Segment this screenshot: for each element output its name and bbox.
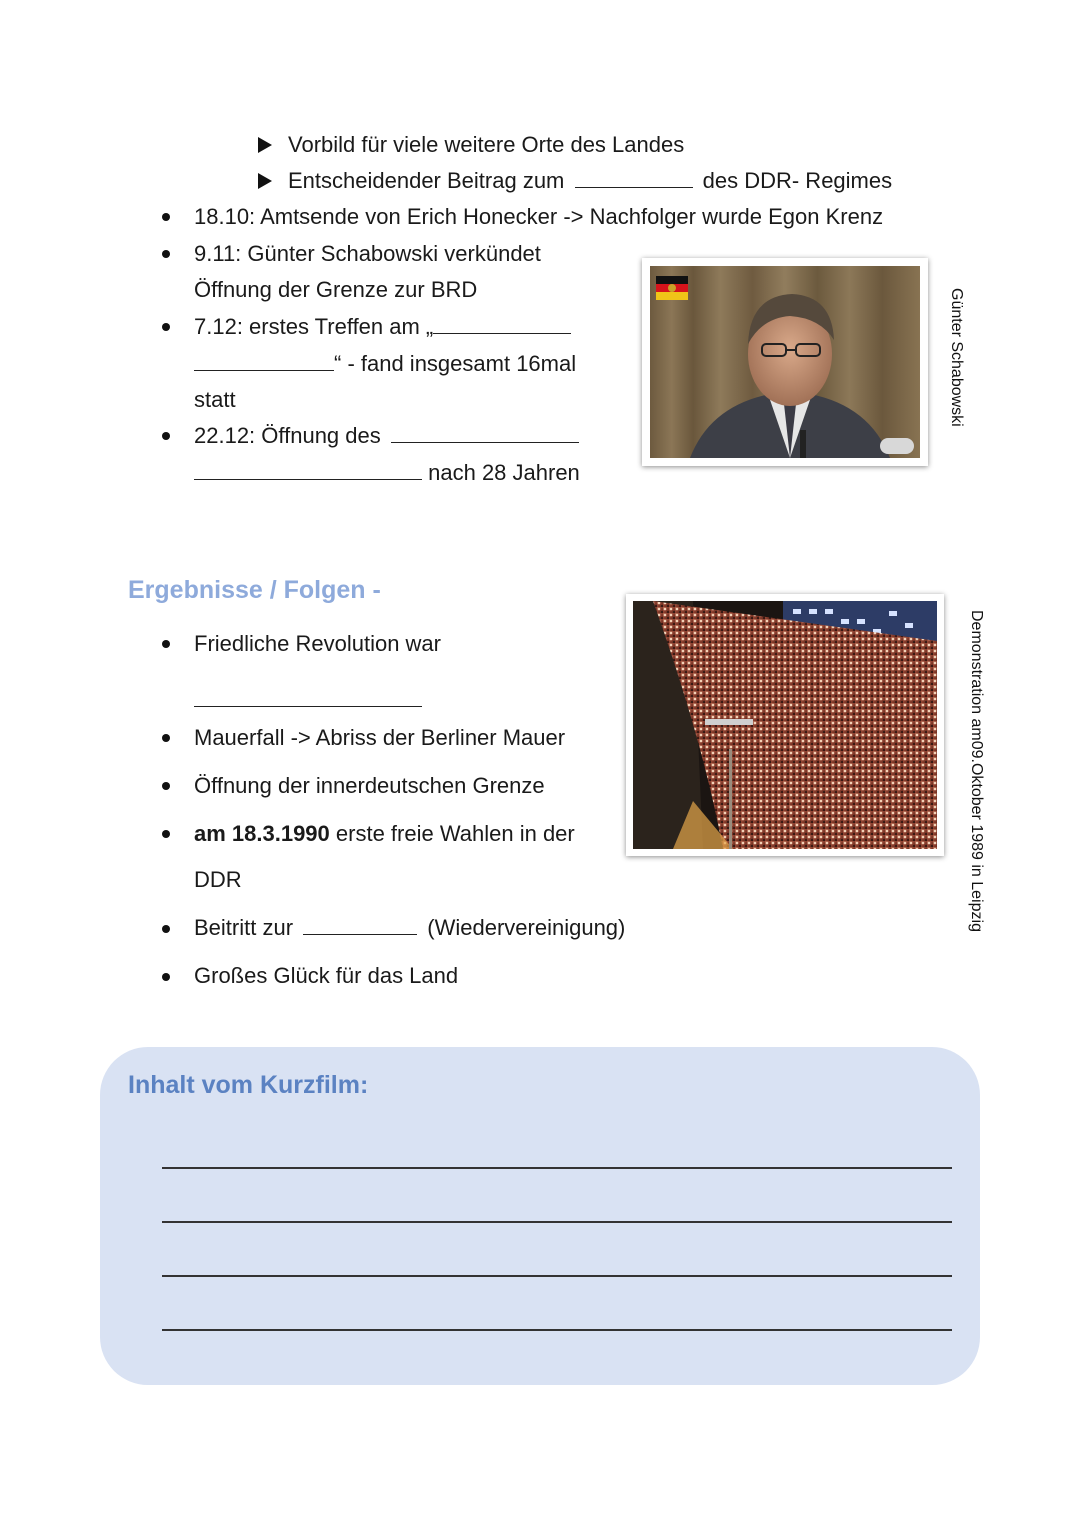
demonstration-photo-image <box>633 601 937 849</box>
bullet-icon <box>162 925 170 933</box>
photo-caption-demonstration: Demonstration am09.Oktober 1989 in Leipzig <box>968 610 985 932</box>
fill-in-blank[interactable] <box>391 422 579 443</box>
bullet-icon <box>162 323 170 331</box>
event-treffen-statt: statt <box>194 387 236 412</box>
sub-item-vorbild: Vorbild für viele weitere Orte des Landes <box>258 131 684 159</box>
result-revolution: Friedliche Revolution war <box>194 631 441 656</box>
event-schabowski: 9.11: Günter Schabowski verkündet <box>194 241 541 266</box>
event-oeffnung: 22.12: Öffnung des <box>194 422 579 450</box>
fill-in-blank[interactable] <box>575 167 693 188</box>
result-mauerfall: Mauerfall -> Abriss der Berliner Mauer <box>194 725 566 750</box>
photo-schabowski <box>642 258 928 466</box>
fill-in-blank[interactable] <box>194 350 334 371</box>
result-grenze: Öffnung der innerdeutschen Grenze <box>194 773 545 798</box>
bullet-icon <box>162 250 170 258</box>
writing-line[interactable] <box>162 1221 952 1223</box>
bullet-icon <box>162 782 170 790</box>
sub-item-beitrag: Entscheidender Beitrag zum des DDR- Regimes <box>258 167 892 195</box>
event-treffen-cont: “ - fand insgesamt 16mal <box>194 350 576 378</box>
result-glueck: Großes Glück für das Land <box>194 963 459 988</box>
result-wahlen: am 18.3.1990 erste freie Wahlen in der <box>194 821 575 846</box>
photo-caption-schabowski: Günter Schabowski <box>948 288 965 427</box>
kurzfilm-box <box>100 1047 980 1385</box>
bullet-icon <box>162 432 170 440</box>
result-beitritt: Beitritt zur (Wiedervereinigung) <box>194 915 626 940</box>
event-schabowski-cont: Öffnung der Grenze zur BRD <box>194 277 478 302</box>
writing-line[interactable] <box>162 1329 952 1331</box>
arrow-bullet-icon <box>258 173 272 189</box>
section-heading-ergebnisse: Ergebnisse / Folgen - <box>128 576 381 604</box>
photo-demonstration <box>626 594 944 856</box>
fill-in-blank[interactable] <box>303 914 417 935</box>
fill-in-blank[interactable] <box>433 313 571 334</box>
event-oeffnung-cont: nach 28 Jahren <box>194 459 580 487</box>
event-treffen: 7.12: erstes Treffen am „ <box>194 313 571 341</box>
writing-line[interactable] <box>162 1167 952 1169</box>
result-wahlen-cont: DDR <box>194 867 242 892</box>
bullet-icon <box>162 830 170 838</box>
kurzfilm-title: Inhalt vom Kurzfilm: <box>128 1071 369 1099</box>
bullet-icon <box>162 973 170 981</box>
event-honecker: 18.10: Amtsende von Erich Honecker -> Nachfolger wurde Egon Krenz <box>194 204 884 229</box>
fill-in-blank[interactable] <box>194 686 422 707</box>
bullet-icon <box>162 734 170 742</box>
schabowski-photo-image <box>650 266 920 458</box>
writing-line[interactable] <box>162 1275 952 1277</box>
bullet-icon <box>162 213 170 221</box>
bullet-icon <box>162 640 170 648</box>
fill-in-blank[interactable] <box>194 459 422 480</box>
arrow-bullet-icon <box>258 137 272 153</box>
